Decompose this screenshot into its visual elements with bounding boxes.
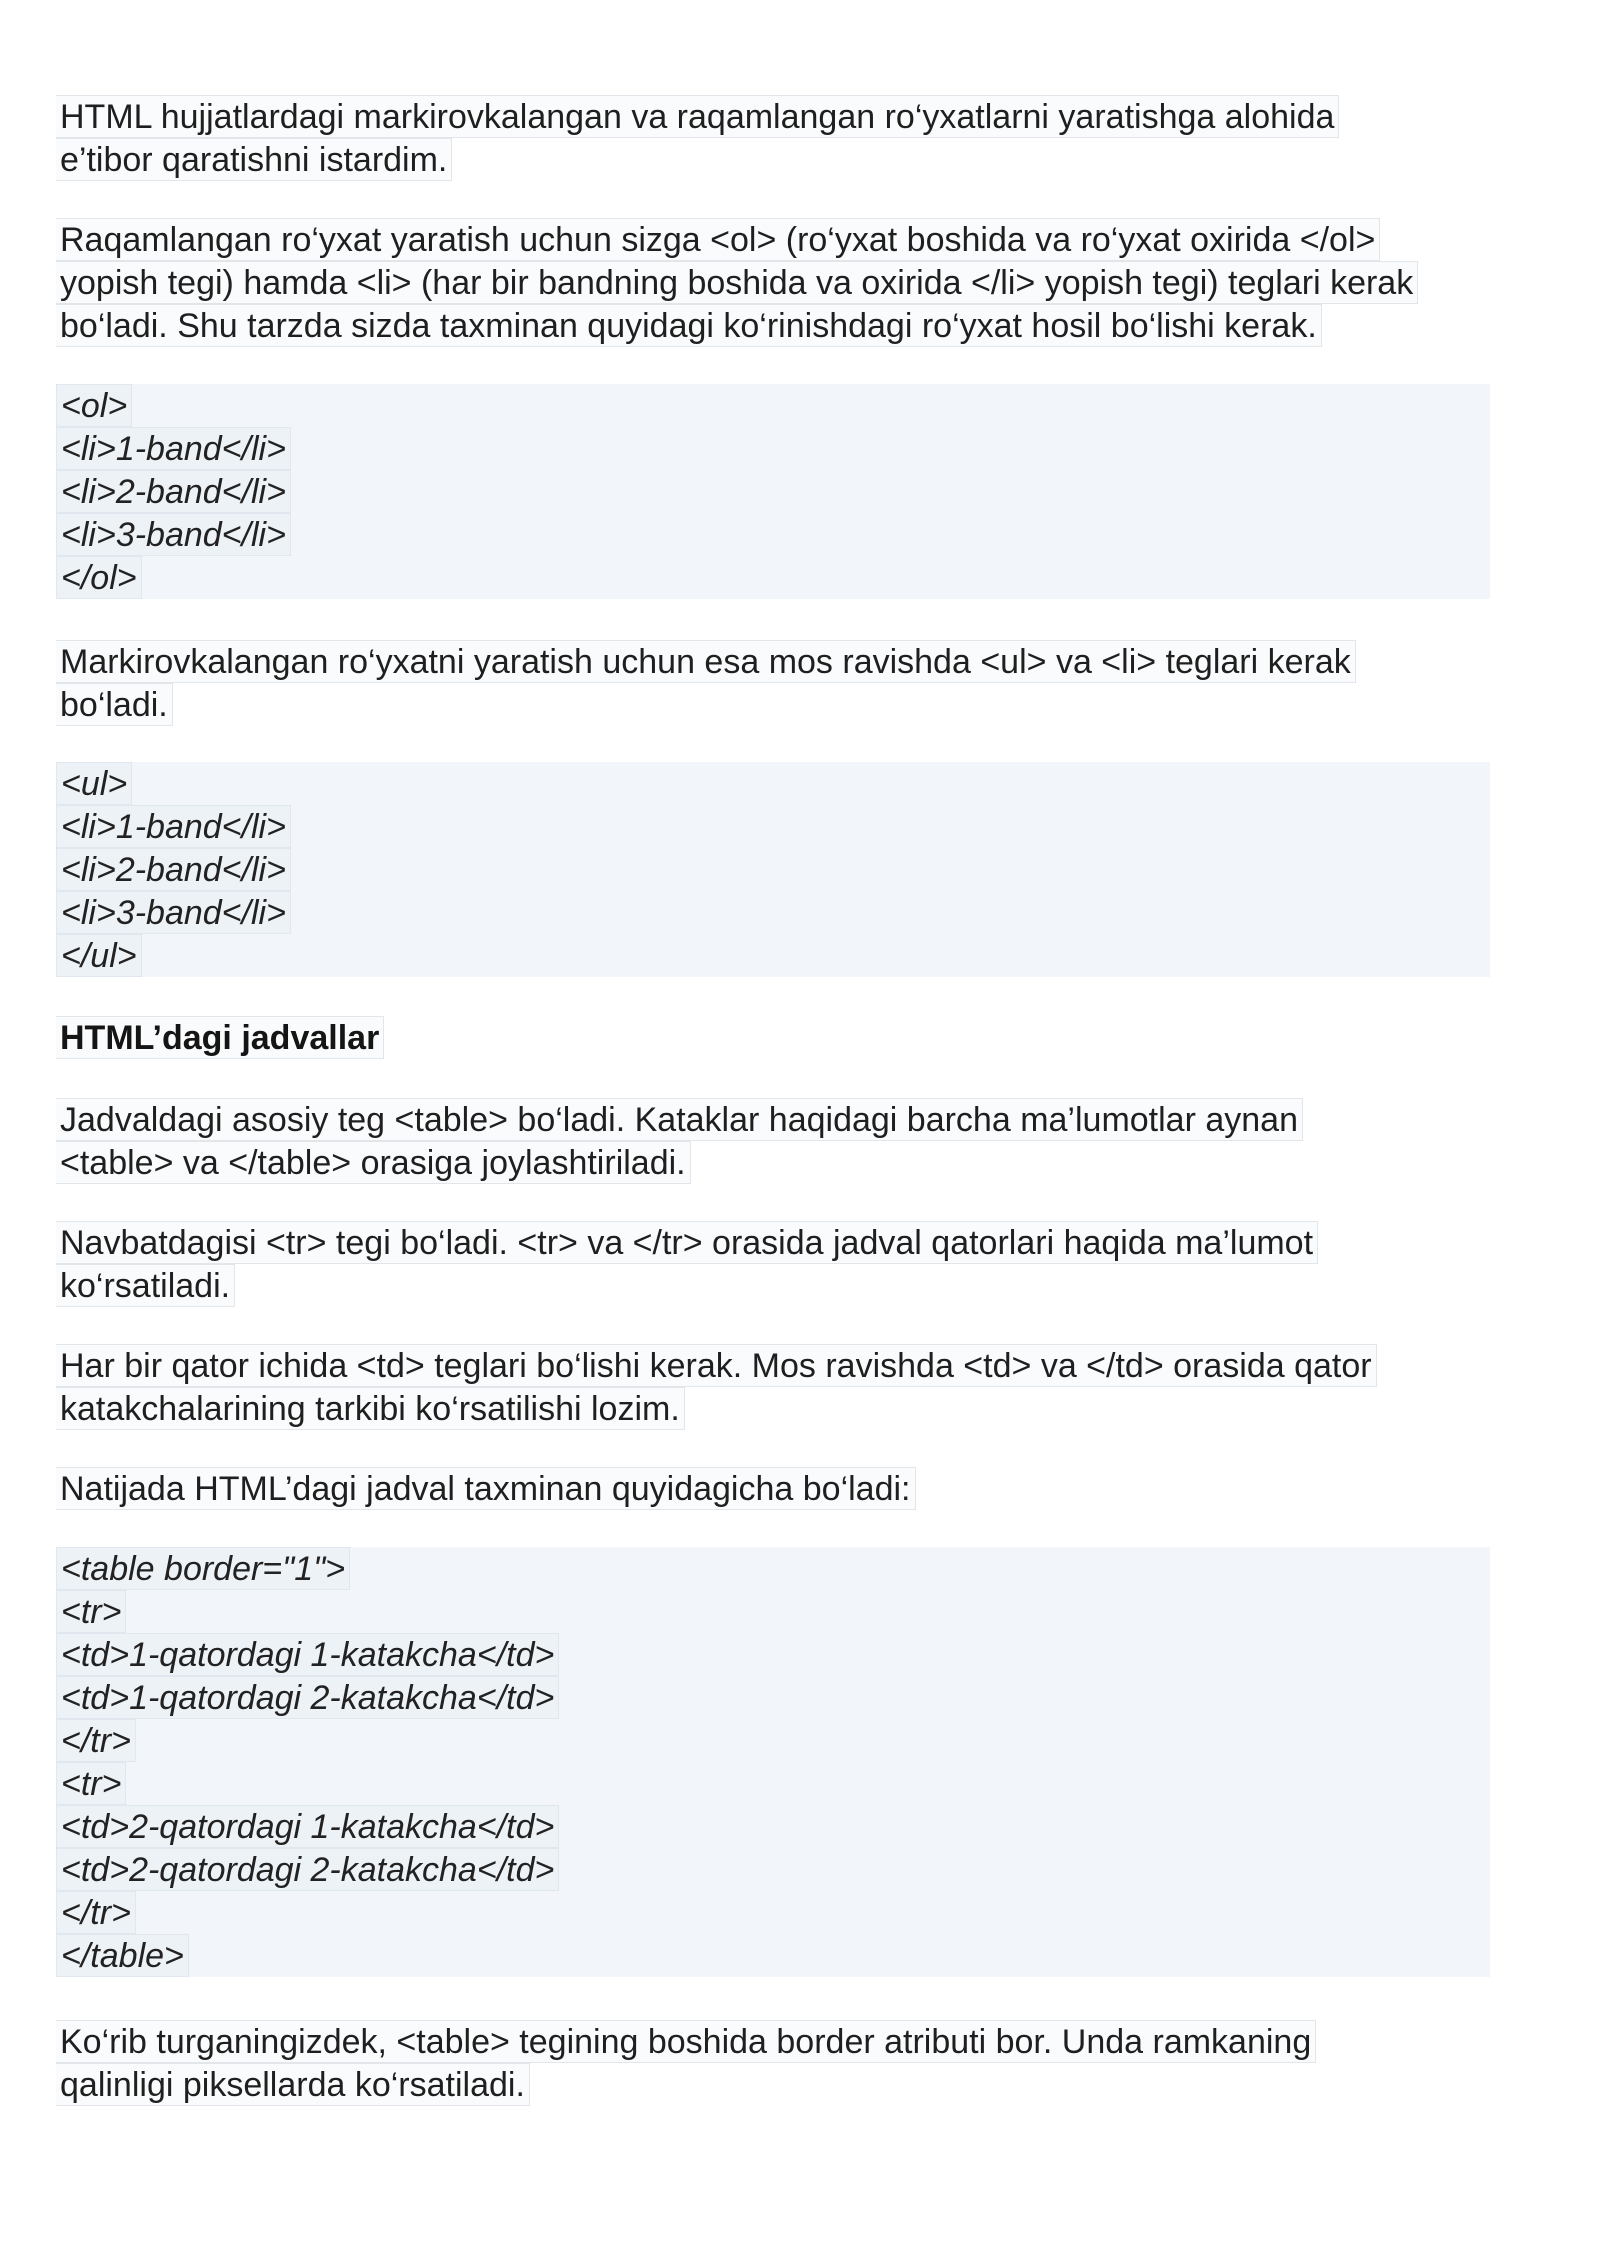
code-line: <tr> (56, 1762, 126, 1805)
ordered-list-explanation (56, 218, 1496, 347)
code-line: </tr> (56, 1891, 136, 1934)
text-line: Raqamlangan ro‘yxat yaratish uchun sizga <ol> (ro‘yxat boshida va ro‘yxat oxirida </ol> (56, 218, 1380, 261)
table-tag-paragraph (56, 1098, 1496, 1184)
text-line: HTML hujjatlardagi markirovkalangan va raqamlangan ro‘yxatlarni yaratishga alohida (56, 95, 1339, 138)
text-line: bo‘ladi. Shu tarzda sizda taxminan quyidagi ko‘rinishdagi ro‘yxat hosil bo‘lishi kerak. (56, 304, 1322, 347)
code-line: <li>2-band</li> (56, 848, 291, 891)
code-line: <td>1-qatordagi 1-katakcha</td> (56, 1633, 559, 1676)
heading-text: HTML’dagi jadvallar (56, 1016, 384, 1059)
text-line: yopish tegi) hamda <li> (har bir bandning boshida va oxirida </li> yopish tegi) teglari kerak (56, 261, 1418, 304)
text-line: Har bir qator ichida <td> teglari bo‘lishi kerak. Mos ravishda <td> va </td> orasida qator (56, 1344, 1377, 1387)
ordered-list-code-block (56, 384, 1490, 599)
text-line: bo‘ladi. (56, 683, 173, 726)
code-line: <li>2-band</li> (56, 470, 291, 513)
text-line: Ko‘rib turganingizdek, <table> tegining boshida border atributi bor. Unda ramkaning (56, 2020, 1316, 2063)
code-line: </table> (56, 1934, 189, 1977)
code-line: </ul> (56, 934, 142, 977)
intro-paragraph (56, 95, 1496, 181)
text-line: <table> va </table> orasiga joylashtiriladi. (56, 1141, 691, 1184)
code-line: <td>2-qatordagi 1-katakcha</td> (56, 1805, 559, 1848)
code-line: </tr> (56, 1719, 136, 1762)
unordered-list-explanation (56, 640, 1496, 726)
code-line: </ol> (56, 556, 142, 599)
text-line: ko‘rsatiladi. (56, 1264, 235, 1307)
tr-tag-paragraph (56, 1221, 1496, 1307)
table-code-block (56, 1547, 1490, 1977)
text-line: katakchalarining tarkibi ko‘rsatilishi lozim. (56, 1387, 685, 1430)
text-line: Jadvaldagi asosiy teg <table> bo‘ladi. Kataklar haqidagi barcha ma’lumotlar aynan (56, 1098, 1303, 1141)
code-line: <td>1-qatordagi 2-katakcha</td> (56, 1676, 559, 1719)
code-line: <li>3-band</li> (56, 891, 291, 934)
text-line: qalinligi piksellarda ko‘rsatiladi. (56, 2063, 530, 2106)
td-tag-paragraph (56, 1344, 1496, 1430)
code-line: <td>2-qatordagi 2-katakcha</td> (56, 1848, 559, 1891)
code-line: <ol> (56, 384, 132, 427)
unordered-list-code-block (56, 762, 1490, 977)
code-line: <tr> (56, 1590, 126, 1633)
text-line: e’tibor qaratishni istardim. (56, 138, 452, 181)
code-line: <table border="1"> (56, 1547, 350, 1590)
code-line: <li>1-band</li> (56, 427, 291, 470)
border-attribute-paragraph (56, 2020, 1496, 2106)
code-line: <li>1-band</li> (56, 805, 291, 848)
section-heading (56, 1016, 1496, 1059)
code-line: <li>3-band</li> (56, 513, 291, 556)
text-line: Navbatdagisi <tr> tegi bo‘ladi. <tr> va </tr> orasida jadval qatorlari haqida ma’lumot (56, 1221, 1318, 1264)
text-line: Markirovkalangan ro‘yxatni yaratish uchun esa mos ravishda <ul> va <li> teglari kerak (56, 640, 1356, 683)
text-line: Natijada HTML’dagi jadval taxminan quyidagicha bo‘ladi: (56, 1467, 916, 1510)
code-line: <ul> (56, 762, 132, 805)
result-intro-paragraph (56, 1467, 1496, 1510)
